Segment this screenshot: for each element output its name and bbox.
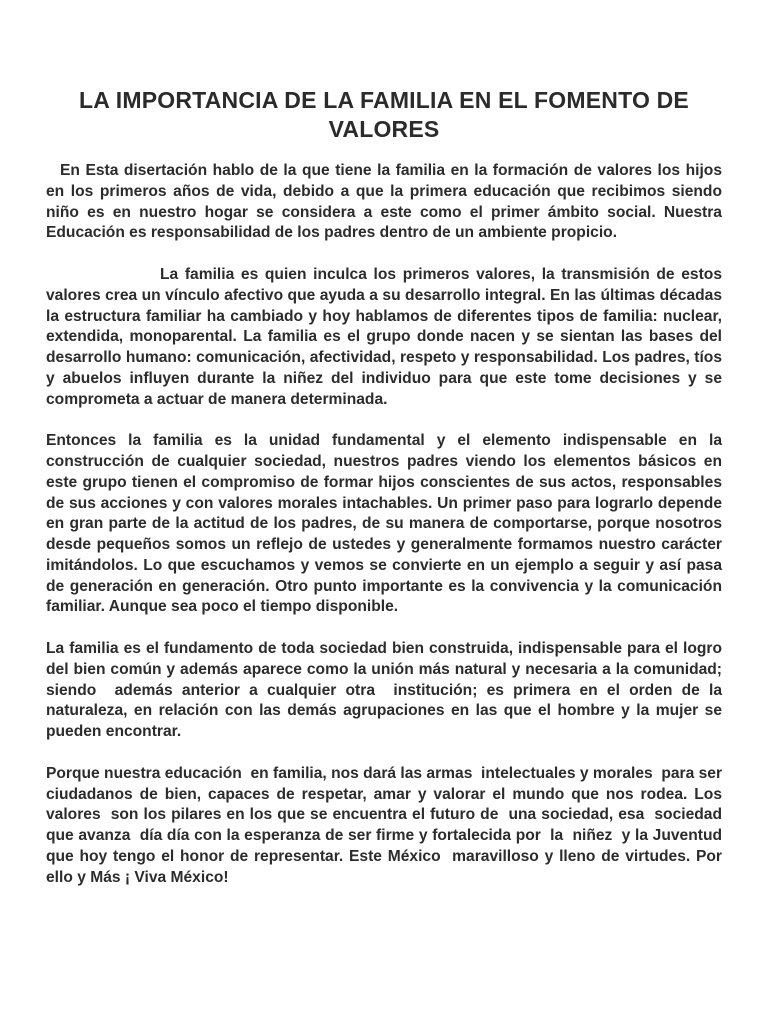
paragraph-5: Porque nuestra educación en familia, nos dará las armas intelectuales y morales para ser ciudadanos de bien, capaces de respetar, amar y valorar el mundo que nos rodea. Los valores son los pilares en los que se encuentra el futuro de una sociedad, esa sociedad que avanza día día con la esperanza de ser firme y fortalecida por la niñez y la Juventud que hoy tengo el honor de representar. Este México maravilloso y lleno de virtudes. Por ello y Más ¡ Viva México! <box>46 764 731 886</box>
document-body <box>46 161 731 909</box>
paragraph-2: La familia es quien inculca los primeros valores, la transmisión de estos valores crea un vínculo afectivo que ayuda a su desarrollo integral. En las últimas décadas la estructura familiar ha cambiado y hoy hablamos de diferentes tipos de familia: nuclear, extendida, monoparental. La familia es el grupo donde nacen y se sientan las bases del desarrollo humano: comunicación, afectividad, respeto y responsabilidad. Los padres, tíos y abuelos influyen durante la niñez del individuo para que este tome decisiones y se comprometa a actuar de manera determinada. <box>46 266 727 408</box>
paragraph-4: La familia es el fundamento de toda sociedad bien construida, indispensable para el logro del bien común y además aparece como la unión más natural y necesaria a la comunidad; siendo además anterior a cualquier otra institución; es primera en el orden de la naturaleza, en relación con las demás agrupaciones en las que el hombre y la mujer se pueden encontrar. <box>46 640 727 740</box>
paragraph-1: En Esta disertación hablo de la que tiene la familia en la formación de valores los hijos en los primeros años de vida, debido a que la primera educación que recibimos siendo niño es en nuestro hogar se considera a este como el primer ámbito social. Nuestra Educación es responsabilidad de los padres dentro de un ambiente propicio. <box>46 162 727 242</box>
document-title: LA IMPORTANCIA DE LA FAMILIA EN EL FOMENTO DE VALORES <box>79 87 689 142</box>
paragraph-3: Entonces la familia es la unidad fundamental y el elemento indispensable en la construcción de cualquier sociedad, nuestros padres viendo los elementos básicos en este grupo tienen el compromiso de formar hijos conscientes de sus actos, responsables de sus acciones y con valores morales intachables. Un primer paso para lograrlo depende en gran parte de la actitud de los padres, de su manera de comportarse, porque nosotros desde pequeños somos un reflejo de ustedes y generalmente formamos nuestro carácter imitándolos. Lo que escuchamos y vemos se convierte en un ejemplo a seguir y así pasa de generación en generación. Otro punto importante es la convivencia y la comunicación familiar. Aunque sea poco el tiempo disponible. <box>46 432 727 616</box>
